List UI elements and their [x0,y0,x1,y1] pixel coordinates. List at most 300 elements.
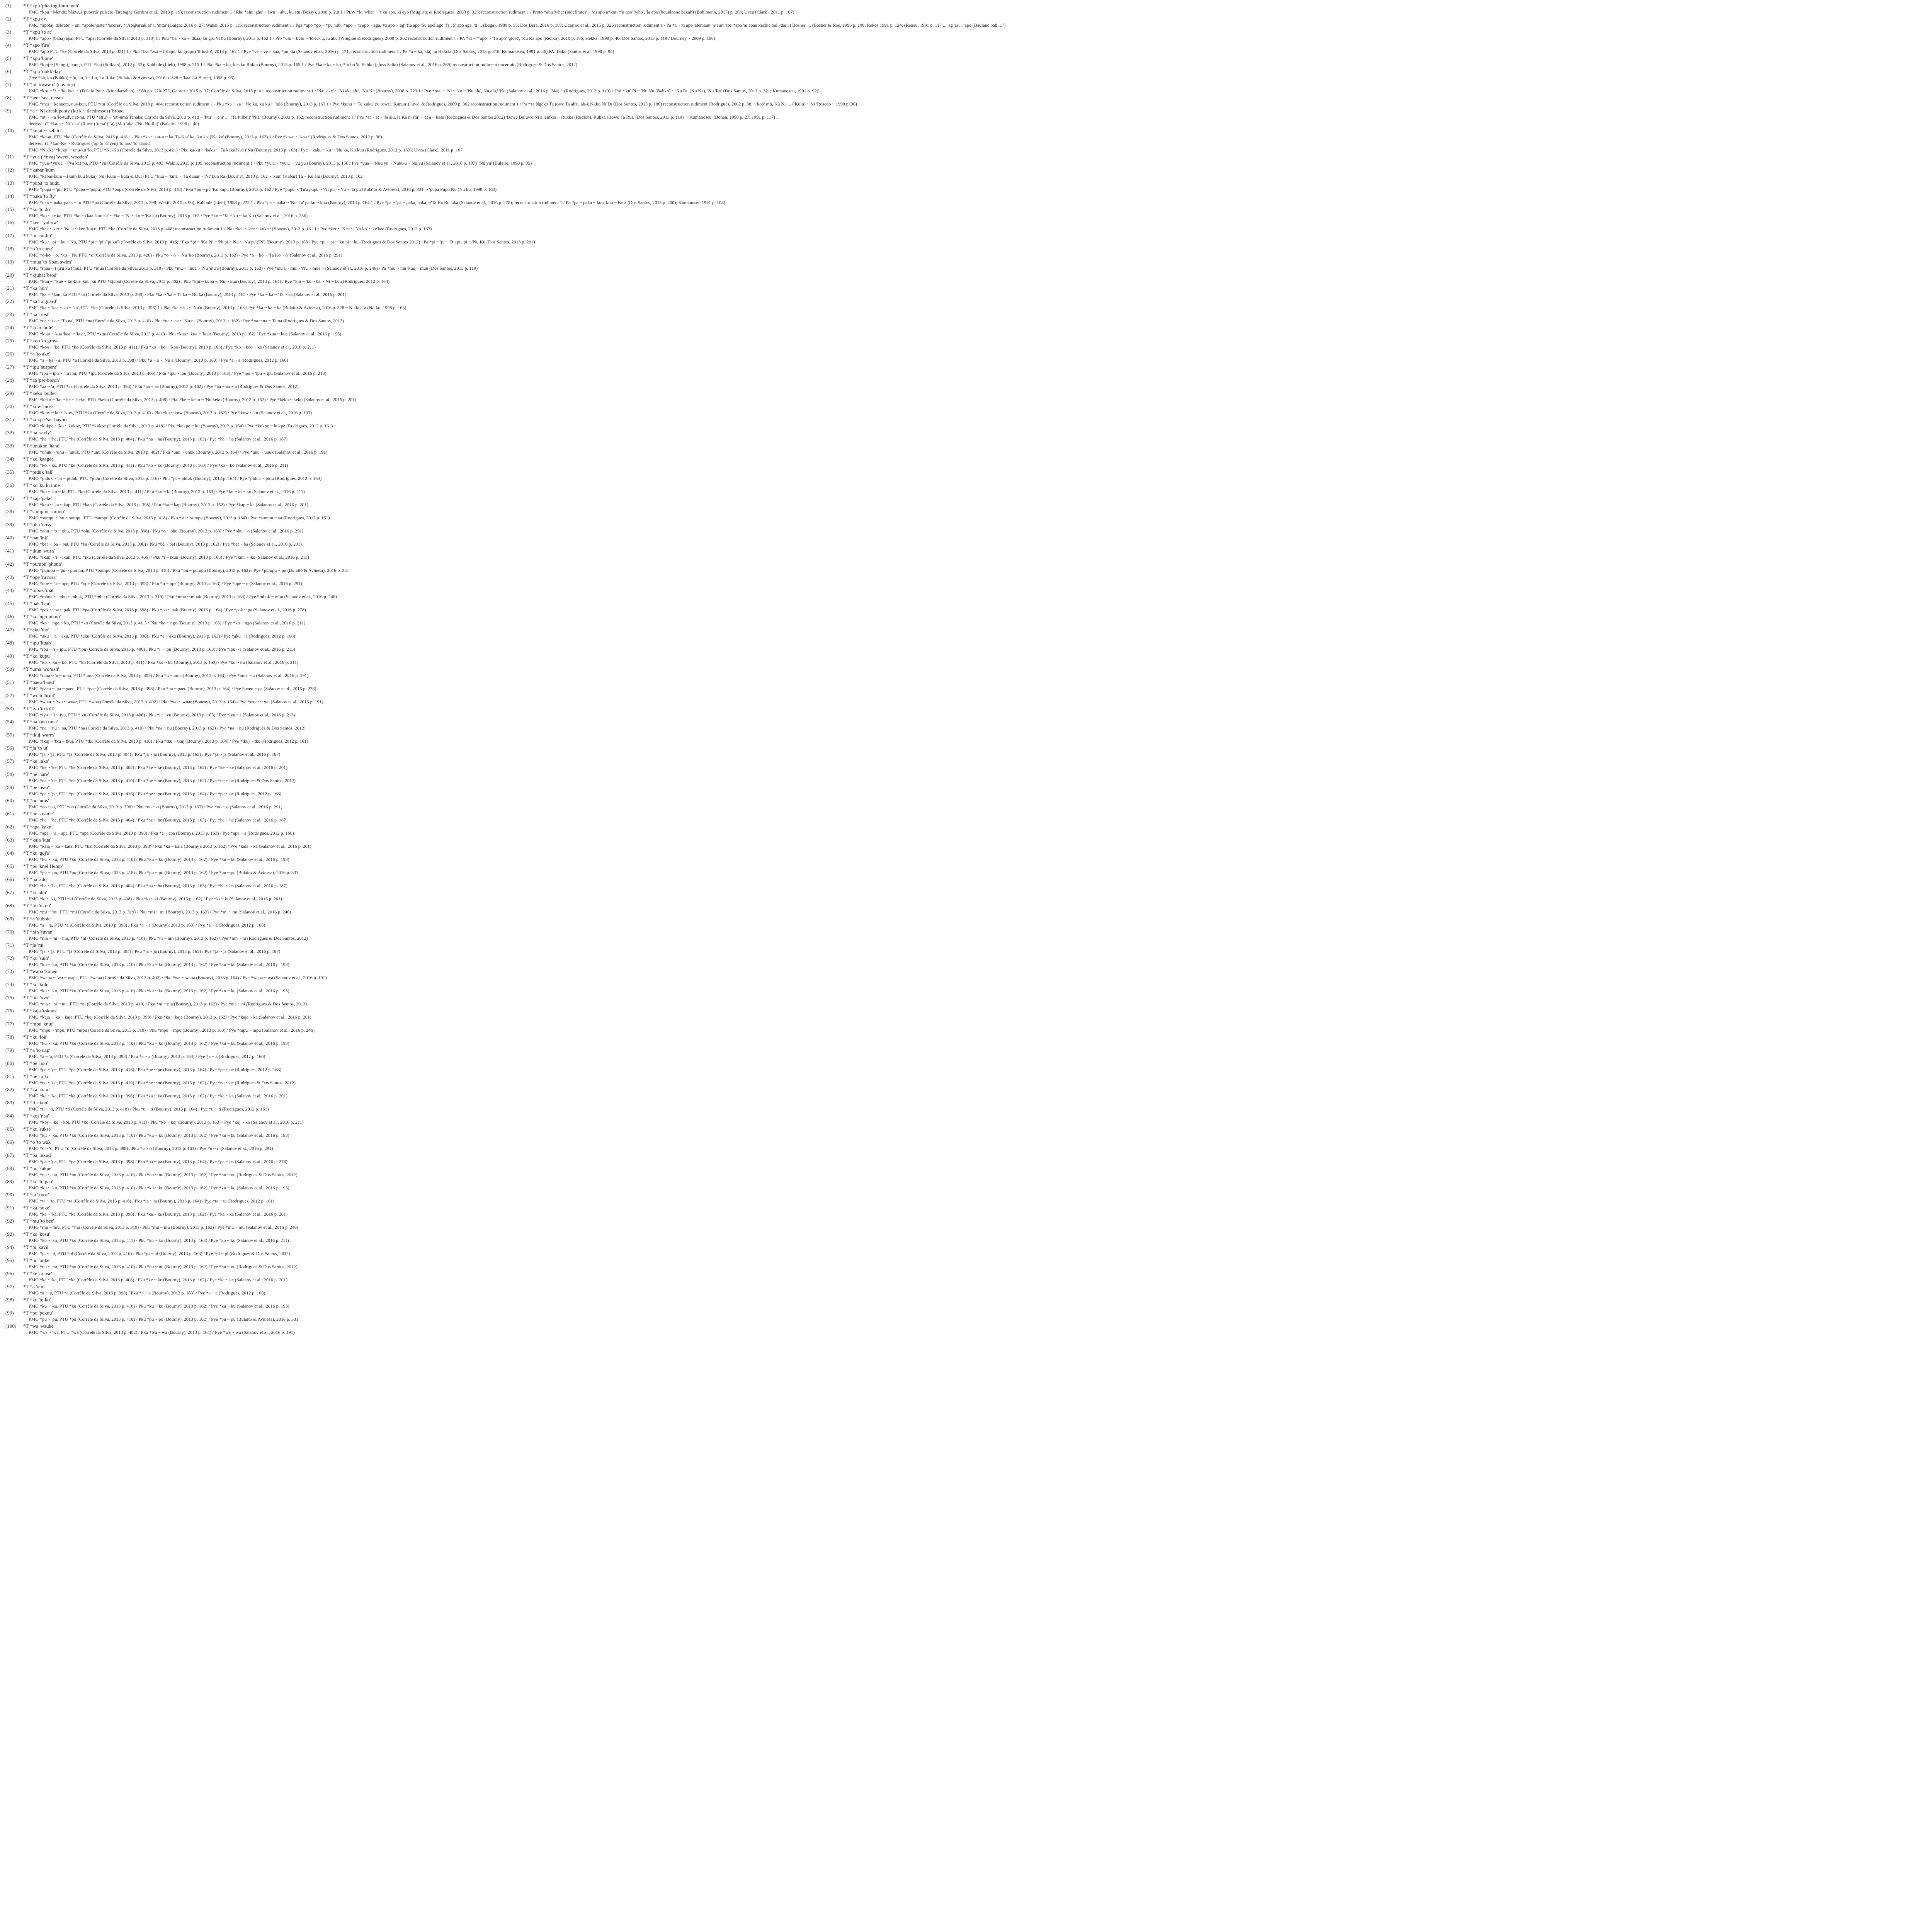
entry-references: PMG *na ~ 'na ~ 'Ta na', PTU *na (Corrèle da Silva, 2013 p. 410) / Pku *na ~ na ~ 'Nu na (Bourny), 2013 p. 162) / Pye *na ~ na ~ Ta na (Rodrigues & Dos Santos, 2012) [29,318,344,323]
entry-heading [5,902,1932,909]
entry-references: PMG *kuar ~ kua 'kaa' ~ 'kuar, PTU *kua (Corrèle da Silva, 2013 p. 410) / Pku *kua ~ kua ~ 'kuar (Bourny), 2013 p. 162) / Pye *kua ~ kua (Salanov et al., 2016 p. 193) [29,331,342,337]
entry-heading [5,1099,1932,1106]
entry-form: *T *ke-at ~ 'sel, to' [23,128,62,133]
entry-number: (9) [5,108,12,114]
entry-form: *T *a 'to uap' [23,1047,50,1053]
entry-form: *T *aku 'tho' [23,627,49,633]
list-item [5,784,1932,797]
entry-references: PMG *sumpu ~ 'su ~ sumpu, PTU *sumpu (Corrèle da Silva, 2013 p. 418) / Pku *su ~ sumpu (Bourny), 2013 p. 164) / Pye *sumpu ~ su (Rodrigues, 2012 p. 161) [29,515,330,520]
entry-number: (66) [5,876,14,882]
list-item [5,534,1932,548]
list-item [5,626,1932,639]
entry-heading [5,863,1932,869]
entry-number: (73) [5,968,14,974]
list-item [5,272,1932,285]
entry-references: PMG *ti ~ 'ti, PTU *ti (Corrèle da Silva, 2013 p. 418) / Pku *ti ~ ti (Bourny), 2013 p. 164) / Pye *ti ~ ti (Rodrigues, 2012 p. 161) [29,1106,269,1112]
entry-heading [5,390,1932,396]
entry-form: *T *pi 'kavil' [23,1244,49,1250]
list-item [5,2,1932,15]
entry-heading [5,876,1932,883]
entry-form: *T *nia 'ovu' [23,995,49,1000]
entry-form: *T *pe 'hoo' [23,1060,48,1066]
entry-number: (24) [5,325,14,330]
entry-number: (53) [5,706,14,711]
entry-references: PMG *yua-*yu'ua ~ ('ya ka) pu, PTU *yu (Corrèle da Silva, 2013 p. 403; Wakili, 2015 p. 109; reconstruction rudiment 1 / Pku *yu'u ~ *yu'u ~ 'yu yu (Bourny), 2013 p. 156 / Pye *yua ~ 'Nuu yu ~ Nuku'u ~ Nu yu (Salanov et al., 2016 p. 187)' 'Nu yu' (Bulaito, 1998 p. 35) [29,160,532,166]
list-item [5,429,1932,442]
entry-references: PMG *uka ~ paka-paka ~ to PTU *pa (Corrèle da Silva, 2013 p. 398; Wakili, 2015 p. 90); Kabbule (Lieb), 1988 p. 272 1 / Pku *pa ~ paka ~ 'Nu 'Ta' pa ku ~ kuu (Bourny), 2013 p. 164 1 / Pye *pa ~ 'pa ~ paka, paka, ~'Ta Ka Ru 'uka (Salanov et al., 2016 p. 278); reconstruction rudiment 1 / Pa *pa ~ paka ~ kuu, kuu ~ Ku'a (Dos Santos, 2013 p. 200); Kumanoseu 1991 p. 103) [29,200,726,205]
list-item [5,613,1932,626]
entry-form: *T *na 'trust' [23,311,49,317]
list-item [5,68,1932,81]
list-item [5,107,1932,127]
entry-form: *T *a 'dubbie' [23,916,52,922]
entry-number: (15) [5,206,14,212]
entry-number: (16) [5,219,14,225]
entry-form: *T *kaja 'tokuus' [23,1008,58,1014]
entry-number: (78) [5,1034,14,1040]
list-item [5,219,1932,232]
entry-heading [5,377,1932,383]
entry-form: *T *wapa 'koneu' [23,968,59,974]
list-item [5,692,1932,705]
list-item [5,469,1932,482]
entry-heading [5,1283,1932,1290]
entry-heading [5,1191,1932,1198]
entry-references: PMG *kuw ~ ku ~ 'kuw, PTU *ku (Corrèle da Silva, 2013 p. 410) / Pku *ku ~ kuw (Bourny), 2013 p. 162) / Pye *kuw ~ ku (Salanov et al., 2016 p. 193) [29,410,312,415]
entry-references: PMG *paeu ~ 'pa ~ paeu, PTU *pae (Corrèle da Silva, 2013 p. 398) / Pku *pa ~ paeu (Bourny), 2013 p. 164) / Pye *paeu ~ pa (Salanov et al., 2016 p. 278) [29,686,316,691]
list-item [5,929,1932,942]
entry-references: PMG *nu ~ 'nu, PTU *nu (Corrèle da Silva, 2013 p. 410) / Pku *nu ~ nu (Bourny), 2013 p. 162) / Pye *nu ~ nu (Rodrigues & Dos Santos, 2012) [29,1172,298,1177]
entry-heading [5,1165,1932,1172]
entry-form: *T *ku 'to ko' [23,1297,51,1303]
entry-number: (35) [5,469,14,475]
list-item [5,153,1932,167]
entry-heading [5,1047,1932,1053]
entry-number: (64) [5,850,14,856]
entry-references: PMG *ipu ~ 'i ~ ipu, PTU *ipu (Corrèle da Silva, 2013 p. 406) / Pku *i ~ ipu (Bourny), 2013 p. 163) / Pye *ipu ~ i (Salanov et al., 2016 p. 213) [29,646,295,652]
entry-form: *T *pi 'cuulio' [23,233,52,238]
list-item [5,994,1932,1007]
entry-references: PMG *ke-at, PTU *ke (Corrèle da Silva, 2013 p. 418 1 / Pku *ka ~ kat-u ~ ka 'Ta-Kat' ka, 'ku ka' ('Ka ka' (Bourny), 2013 p. 163) 1 / Pye *ka-at ~ 'ka-ti' (Rodrigues & Dos Santos, 2012 p. 36) [29,134,382,139]
entry-number: (86) [5,1139,14,1145]
entry-heading [5,1323,1932,1329]
entry-heading [5,1086,1932,1093]
entry-number: (6) [5,68,12,74]
entry-form: *T *ohu 'nosy' [23,522,53,527]
entry-form: *T *paeu 'hand' [23,679,55,685]
list-item [5,876,1932,889]
entry-references: PMG *ja ~ 'ja, PTU *ja (Corrèle da Silva, 2013 p. 404) / Pku *ja ~ ja (Bourny), 2013 p. 163) / Pye *ja ~ ja (Salanov et al., 2016 p. 187) [29,752,281,757]
entry-number: (94) [5,1244,14,1250]
entry-references: PMG *ka ~ 'ka, PTU *ka (Corrèle da Silva, 2013 p. 398) / Pku *ka ~ ka (Bourny), 2013 p. 162) / Pye *ka ~ ka (Salanov et al., 2016 p. 201) [29,1093,287,1099]
entry-number: (34) [5,456,14,462]
list-item [5,1020,1932,1034]
entry-heading [5,42,1932,48]
entry-heading [5,1310,1932,1316]
entry-references: PMG *ko ~ 'ku ~ ko, PTU *ko (Corrèle da Silva, 2013 p. 411) / Pku *ko ~ ku (Bourny), 2013 p. 163) / Pye *ko ~ ku (Salanov et al., 2016 p. 211) [29,660,299,665]
entry-heading [5,823,1932,830]
list-item [5,1257,1932,1270]
entry-references: PMG *mer ~ kennem, nur-kun, PTU *tur (Corrèle da Silva, 2013 p. 404; reconstruction rudiment 1 / Pku *ka ~ ka ~ No ku, ku ku ~ 'lulo (Bourny), 2013 p. 163 1 / Pye *kunu ~ 'Ta kuku' ('u rowe) 'Kunun' ('luwe' & Rodrigues, 2009 p. 302 reconstruction rudiment 1 / Pa *'ta Ngeko Ta rowe Ta ah'u, ah-k Nkko Ni Dr (Dos Santos, 2013 p. 186) reconstruction rudiment (Rodrigues, 2002 p. 38; ~'kob' mn, Ku Ni' ... ('Kulu) ~ Ni 'Rosedo ~ 1998 p. 36) [29,101,857,107]
list-item [5,167,1932,180]
entry-number: (3) [5,29,12,35]
entry-references: PMG *aa ~ 'a, PTU *aa (Corrèle da Silva, 2013 p. 398) / Pku *aa ~ aa (Bourny), 2013 p. 162) / Pye *aa ~ aa ~ a (Rodrigues & Dos Santos, 2012) [29,384,299,389]
entry-number: (49) [5,653,14,659]
entry-form: *T *a 'nuo' [23,1284,46,1289]
entry-references: PMG *a ~ 'a, PTU *a (Corrèle da Silva, 2013 p. 398) / Pku *a ~ a (Bourny), 2013 p. 163) / Pye *a ~ a (Rodrigues, 2012 p. 160) [29,1054,265,1059]
entry-number: (87) [5,1152,14,1158]
entry-heading [5,718,1932,725]
entry-form: *T *a 'to ake' [23,351,50,357]
entry-heading [5,679,1932,685]
entry-form: *T *paka 'to fly' [23,193,56,199]
entry-form: *T *ku 'to pau' [23,1179,53,1184]
list-item [5,29,1932,42]
entry-references: PMG *a ~ 'a, PTU *a (Corrèle da Silva, 2013 p. 398) / Pku *a ~ a (Bourny), 2013 p. 163) / Pye *a ~ a (Rodrigues, 2012 p. 160) [29,1290,265,1296]
entry-number: (18) [5,246,14,252]
entry-references: PMG *kuu ~ *kue ~ ku-kue 'kuu 'ku PTU *kjubat (Corrèle da Silva, 2013 p. 402) / Pku *kju ~ kuba ~ 'Nu ~ kuu (Bourny), 2013 p. 164) / Pye *kju ~ 'ku ~ ba ~ Ni ~ kuu (Rodrigues, 2012 p. 164) [29,279,390,284]
entry-form: *T *koj 'naa' [23,1113,49,1119]
entry-form: *T *ko 'to do' [23,206,51,212]
list-item [5,364,1932,377]
list-item [5,1165,1932,1178]
entry-references: PMG *iyu ~ 'i ~ iyu, PTU *iyu (Corrèle da Silva, 2013 p. 406) / Pku *i ~ iyu (Bourny), 2013 p. 163) / Pye *iyu ~ i (Salanov et al., 2016 p. 213) [29,712,295,718]
entry-number: (90) [5,1192,14,1197]
entry-heading [5,1020,1932,1027]
entry-form: *T *ha 'saxly' [23,430,51,435]
list-item [5,298,1932,311]
list-item [5,94,1932,107]
entry-form: *T *ja 'to ut' [23,745,48,751]
entry-references: PMG *ku ~ 'ku, PTU *ku (Corrèle da Silva, 2013 p. 410) / Pku *ku ~ ku (Bourny), 2013 p. 162) / Pye *ku ~ ku (Salanov et al., 2016 p. 193) [29,1041,289,1046]
list-item [5,1270,1932,1283]
entry-number: (83) [5,1100,14,1105]
list-item [5,390,1932,403]
list-item [5,574,1932,587]
entry-form: *T *nu 'sukpe' [23,1165,53,1171]
entry-number: (26) [5,351,14,357]
entry-number: (77) [5,1021,14,1027]
entry-number: (32) [5,430,14,435]
entry-number: (63) [5,837,14,843]
entry-heading [5,1139,1932,1145]
entry-heading [5,915,1932,922]
entry-form: *T *ki 'oku' [23,889,47,895]
list-item [5,1007,1932,1020]
entry-number: (69) [5,916,14,922]
entry-heading [5,272,1932,278]
entry-number: (52) [5,692,14,698]
entry-form: *T *he 'kuame' [23,811,54,816]
entry-references: PMG *pe ~ 'pe, PTU *pe (Corrèle da Silva, 2013 p. 416) / Pku *pe ~ pe (Bourny), 2013 p. 164) / Pye *pe ~ pe (Rodrigues, 2012 p. 163) [29,791,282,796]
list-item [5,548,1932,561]
list-item [5,1034,1932,1047]
entry-number: (93) [5,1231,14,1237]
entry-heading [5,1218,1932,1224]
entry-form: *T *ipu 'kuab' [23,640,52,646]
entry-heading [5,324,1932,331]
list-item [5,1244,1932,1257]
entry-references: PMG *ko ~ 'te ka, PTU *ko ~ (kaa 'kuu ka' ~ *ko ~ 'Ni ~ ko ~ 'Ka ku (Bourny), 2013 p. 163 / Pye *ko ~ 'Ta ~ ko ~ ka Ko (Salanov et al., 2016 p. 236) [29,213,308,218]
entry-form: *T *ke 'inke' [23,758,49,764]
entry-number: (30) [5,403,14,409]
entry-heading [5,1270,1932,1277]
list-item [5,377,1932,390]
entry-references: PMG *bat ~ 'ba ~ bat, PTU *ba (Corrèle da Silva, 2013 p. 398) / Pku *ba ~ bat (Bourny), 2013 p. 162) / Pye *bat ~ ba (Salanov et al., 2016 p. 201) [29,541,302,547]
entry-heading [5,758,1932,764]
list-item [5,718,1932,731]
entry-number: (45) [5,600,14,606]
entry-heading [5,574,1932,580]
entry-form: *T *uma 'woman' [23,666,59,672]
list-item [5,653,1932,666]
list-item [5,42,1932,55]
entry-number: (85) [5,1126,14,1132]
entry-heading [5,1073,1932,1080]
entry-references: PMG *ku ~ 'ku, PTU *ku (Corrèle da Silva, 2013 p. 410) / Pku *ku ~ ku (Bourny), 2013 p. 162) / Pye *ku ~ ku (Salanov et al., 2016 p. 193) [29,1303,289,1309]
entry-number: (50) [5,666,14,672]
entry-number: (28) [5,377,14,383]
entry-heading [5,219,1932,226]
entry-references: PMG *wuar ~ 'wu ~ wuar, PTU *wua (Corrèle da Silva, 2013 p. 402) / Pku *wu ~ wuar (Bourny), 2013 p. 164) / Pye *wuar ~ wu (Salanov et al., 2016 p. 191) [29,699,323,704]
entry-form: *T *ti 'ekuu' [23,1100,48,1105]
entry-form: *T *koo 'to grow' [23,338,59,344]
list-item [5,968,1932,981]
entry-heading [5,311,1932,318]
entry-heading [5,929,1932,935]
entry-heading [5,587,1932,594]
entry-heading [5,889,1932,896]
list-item [5,902,1932,915]
entry-heading [5,1204,1932,1211]
entry-references: PMG *ne ~ 'ne, PTU *ne (Corrèle da Silva, 2013 p. 410) / Pku *ne ~ ne (Bourny), 2013 p. 162) / Pye *ne ~ ne (Rodrigues & Dos Santos, 2012) [29,778,296,783]
list-item [5,1310,1932,1323]
entry-heading [5,1231,1932,1237]
entry-form: *T *pupa 'to hudu' [23,180,61,186]
entry-heading [5,81,1932,88]
entry-references: PMG *mua ~ ('lu'u ku ('mua, PTU *mua (Corrèle da Silva, 2013 p. 319) / Pku *mu ~ 'mua ~ 'Nu 'mu'a (Bourny), 2013 p. 163) / Pye *mu'a ~ mu ~ 'Nu ~ mua ~ (Salanov et al., 2016 p. 246) / Pa *mu ~ mu 'kuu ~ muu (Dos Santos, 2013 p. 119) [29,265,478,271]
entry-heading [5,1257,1932,1264]
entry-number: (41) [5,548,14,554]
entry-heading [5,2,1932,9]
entry-number: (54) [5,719,14,724]
entry-form: *T *aa 'pre-boron' [23,377,60,383]
entry-heading [5,469,1932,475]
list-item [5,521,1932,534]
entry-references: PMG *pu ~ 'pu, PTU *pu (Corrèle da Silva, 2013 p. 418) / Pku *pu ~ pu (Bourny), 2013 p. 162) / Pye *pu ~ pu (Bulaito & Avinesa), 2016 p. 331 [29,1316,299,1322]
list-item [5,311,1932,324]
entry-references: PMG *mi ~ 'mi, PTU *mi (Corrèle da Silva, 2013 p. 319) / Pku *mi ~ mi (Bourny), 2013 p. 163) / Pye *mi ~ mi (Salanov et al., 2016 p. 246) [29,909,291,915]
entry-heading [5,810,1932,817]
entry-form: *T *mi 'nkuu' [23,903,51,908]
list-item [5,442,1932,456]
entry-number: (40) [5,535,14,541]
entry-heading [5,600,1932,607]
entry-references: PMG *ko ~ 'ko, PTU *ko (Corrèle da Silva, 2013 p. 411) / Pku *ko ~ ko (Bourny), 2013 p. 163) / Pye *ko ~ ko (Salanov et al., 2016 p. 211) [29,1238,289,1243]
entry-heading [5,107,1932,114]
entry-heading [5,534,1932,541]
entry-references: PMG *apa ~ 'a ~ apa, PTU *apa (Corrèle da Silva, 2013 p. 398) / Pku *a ~ apa (Bourny), 2013 p. 163) / Pye *apa ~ a (Rodrigues, 2012 p. 160) [29,830,294,836]
entry-heading [5,298,1932,304]
entry-references: PMG *apo • (bana) apai, PTU *apai (Corrèle da Silva, 2013 p. 310) 1 / Pku *ba ~ ka ~ 'dkaa, ku gru Vi bu (Bourny), 2013 p. 162 1 / Pro *ulu ~ bulu ~ 'to-lu-lu, lu abu (Wingine & Rodrigues), 2009 p. 302 reconstruction rudiment 1 / PA *ki ~ '*apo' ~ 'To apo' 'gloss', 'Ku Ka apo (Renko), 2010 p. 185; Hekka, 1998 p. 40; Dos Santos, 2013 p. 119 / Bourney ~ 2009 p. 186) [29,36,715,41]
entry-heading [5,561,1932,567]
entry-number: (58) [5,771,14,777]
entry-form: *T *na 'onu mna' [23,719,58,724]
entry-number: (19) [5,259,14,265]
entry-form: *T *ipu 'suspent' [23,364,57,370]
entry-heading [5,666,1932,672]
entry-form: *T *ku 'kulu' [23,981,50,987]
entry-number: (76) [5,1008,14,1014]
entry-number: (92) [5,1218,14,1224]
entry-heading [5,784,1932,791]
entry-number: (95) [5,1257,14,1263]
entry-number: (80) [5,1060,14,1066]
entry-number: (5) [5,55,12,61]
entry-references: PMG *he ~ 'he, PTU *he (Corrèle da Silva, 2013 p. 404) / Pku *he ~ he (Bourny), 2013 p. 163) / Pye *he ~ he (Salanov et al., 2016 p. 187) [29,817,287,823]
entry-number: (38) [5,509,14,514]
list-item [5,1060,1932,1073]
entry-references: PMG *uma ~ 'u ~ uma, PTU *uma (Corrèle da Silva, 2013 p. 402) / Pku *u ~ uma (Bourny), 2013 p. 164) / Pye *uma ~ u (Salanov et al., 2016 p. 191) [29,673,309,678]
entry-references: PMG *pa ~ 'pa, PTU *pa (Corrèle da Silva, 2013 p. 398) / Pku *pa ~ pa (Bourny), 2013 p. 164) / Pye *pa ~ pa (Salanov et al., 2016 p. 278) [29,1159,287,1164]
entry-form: *T *ko 'kupu' [23,653,51,659]
entry-number: (61) [5,811,14,816]
entry-form: *T *kjubat 'brod' [23,272,58,278]
entry-form: *T *ta 'kuoc' [23,1192,49,1197]
list-item [5,705,1932,718]
entry-number: (88) [5,1165,14,1171]
entry-references: PMG *ka ~ 'ka, PTU *ka (Corrèle da Silva, 2013 p. 398) / Pku *ka ~ ka (Bourny), 2013 p. 162) / Pye *ka ~ ka (Salanov et al., 2016 p. 201) [29,1211,287,1217]
entry-number: (100) [5,1323,17,1329]
entry-heading [5,442,1932,449]
entry-references: PMG *a ~ ka ~ a, PTU *a (Corrèle da Silva, 2013 p. 398) / Pku *a ~ a ~ 'Nu a (Bourny), 2013 p. 163) / Pye *a ~ a (Rodrigues, 2012 p. 160) [29,357,288,363]
entry-number: (91) [5,1205,14,1211]
entry-form: *T *pu 'knel Hemp' [23,863,63,869]
entry-references: PMG *ka ~ 'kaa ~ ka ~ 'ka', PTU *ka (Corrèle da Silva, 2013 p. 398) 1 / Pku *ka ~ ka ~ 'Nu'u (Bourny), 2013 p. 163 / Pye *ka ~ ka ~ ka (Bulaito & Avinesa), 2016 p. 328 ~ Nu ku Ta (Nu ku, 1998 p. 163) [29,305,406,310]
entry-form: *T *pu 'pekuu' [23,1310,53,1316]
entry-heading [5,692,1932,699]
entry-references: PMG *ne ~ 'ne, PTU *ne (Corrèle da Silva, 2013 p. 410) / Pku *ne ~ ne (Bourny), 2013 p. 162) / Pye *ne ~ ne (Rodrigues & Dos Santos, 2012) [29,1080,296,1085]
entry-references: PMG *ha ~ 'ha, PTU *ha (Corrèle da Silva, 2013 p. 404) / Pku *ha ~ ha (Bourny), 2013 p. 163) / Pye *ha ~ ha (Salanov et al., 2016 p. 187) [29,436,287,442]
entry-references: PMG *nu ~ 'nu, PTU *nu (Corrèle da Silva, 2013 p. 410) / Pku *nu ~ nu (Bourny), 2013 p. 162) / Pye *nu ~ nu (Rodrigues & Dos Santos, 2012) [29,1264,298,1269]
entry-form: *T *oo 'nuis' [23,798,49,803]
entry-note: derived: (T *ka-a ~ Ni 'uka' (Ruwo) 'uma' (Ta) (Ma) 'aka' ('Nu Nu Ra)' (Bulaito, 1998 p. 40) [29,121,199,126]
entry-number: (39) [5,522,14,527]
entry-heading [5,508,1932,515]
entry-references: PMG *a ~ 'a, PTU *a (Corrèle da Silva, 2013 p. 398) / Pku *a ~ a (Bourny), 2013 p. 163) / Pye *a ~ a (Rodrigues, 2012 p. 160) [29,922,265,928]
entry-form: *T *ko 'ngo inkuo' [23,614,61,619]
list-item [5,1191,1932,1204]
entry-form: *T *unuknn 'hand' [23,443,61,449]
list-item [5,797,1932,810]
entry-form: *T *ku 'suin' [23,955,49,961]
entry-heading [5,94,1932,101]
entry-number: (23) [5,311,14,317]
entry-references: PMG *mpu ~ 'mpu, PTU *mpu (Corrèle da Silva, 2013 p. 319) / Pku *mpu ~ mpu (Bourny), 2013 p. 163) / Pye *mpu ~ mpu (Salanov et al., 2016 p. 246) [29,1027,315,1033]
entry-form: *T *kpu 'bone' [23,55,53,61]
entry-number: (13) [5,180,14,186]
entry-references: PMG *mu ~ 'mu, PTU *mu (Corrèle da Silva, 2013 p. 319) / Pku *mu ~ mu (Bourny), 2013 p. 163) / Pye *mu ~ mu (Salanov et al., 2016 p. 246) [29,1225,298,1230]
list-item [5,1139,1932,1152]
entry-form: *T *wa 'wauke' [23,1323,54,1329]
entry-number: (20) [5,272,14,278]
entry-references: PMG *aku ~ 'a ~ aku, PTU *aku (Corrèle da Silva, 2013 p. 398) / Pku *a ~ aku (Bourny), 2013 p. 163) / Pye *aku ~ a (Rodrigues, 2012 p. 160) [29,633,296,639]
entry-references: PMG *ku ~ 'ku, PTU *ku (Corrèle da Silva, 2013 p. 410) / Pku *ku ~ ku (Bourny), 2013 p. 162) / Pye *ku ~ ku (Salanov et al., 2016 p. 193) [29,988,289,993]
entry-number: (4) [5,42,12,48]
entry-form: *T *kuw 'moss' [23,403,55,409]
entry-form: *T *jeer 'sea, ocean' [23,95,64,100]
list-item [5,745,1932,758]
entry-heading [5,705,1932,712]
entry-heading [5,837,1932,843]
entry-references: PMG *keko ~ 'ko ~ ke ~ 'keko, PTU *keko (Corrèle da Silva, 2013 p. 408) / Pku *ke ~ keko ~ 'Nu keko (Bourny), 2013 p. 162) / Pye *keko ~ keko (Salanov et al., 2016 p. 201) [29,397,356,402]
entry-form: *T *ko 'ku ki inne' [23,482,61,488]
list-item [5,639,1932,653]
entry-form: *T *o 'to curst' [23,246,53,252]
entry-number: (33) [5,443,14,449]
entry-number: (70) [5,929,14,935]
entry-references: PMG *kabar-kum ~ (kum kuu kuka) 'Nu (Kum ~ kuta & Dur) PTU *kuu ~ 'kuta ~ 'Ta dunar ~ 'Ni' kun Ra (Bourny), 2013 p. 162 ~ 'kum (Kabar) Ta ~ Ku alu (Bourny), 2013 p. 102 [29,173,363,179]
list-item [5,731,1932,745]
entry-form: *T *iyu 'to kill' [23,706,54,711]
entry-form: *T *kukpe 'sor bayoo' [23,417,68,422]
entry-number: (12) [5,167,14,173]
entry-number: (68) [5,903,14,908]
entry-form: *T *kpu 'pharingilium inch' [23,3,79,9]
entry-heading [5,626,1932,633]
entry-number: (42) [5,561,14,567]
entry-heading [5,403,1932,410]
entry-number: (21) [5,285,14,291]
entry-references: PMG *ha ~ 'ha, PTU *ha (Corrèle da Silva, 2013 p. 404) / Pku *ha ~ ha (Bourny), 2013 p. 163) / Pye *ha ~ ha (Salanov et al., 2016 p. 187) [29,883,287,888]
entry-form: *T *kpu 'to at' [23,29,52,35]
entry-form: *T *ne 'to kn' [23,1073,51,1079]
list-item [5,561,1932,574]
entry-references: PMG *ope ~ 'o ~ ope, PTU *ope (Corrèle da Silva, 2013 p. 398) / Pku *o ~ ope (Bourny), 2013 p. 163) / Pye *ope ~ o (Salanov et al., 2016 p. 291) [29,581,302,586]
entry-heading [5,55,1932,61]
entry-heading [5,771,1932,777]
entry-heading [5,797,1932,804]
entry-number: (10) [5,128,14,133]
entry-references: PMG *kee ~ ker ~ 'Nu'u ~ kee 'luwo, PTU *ke (Corrèle da Silva, 2013 p. 408; reconstruction rudiment 1 / Pku *kee ~ kee ~ kukee (Bourny), 2013 p. 161 1 / Pye *ker ~ 'Kee ~ 'Nu ko' ~ ke'kee (Rodrigues, 2012 p. 163) [29,226,432,231]
entry-form: *T *apo 'fire' [23,42,50,48]
entry-references: PMG *Ni-Ke' *kuko' ~ unu-ku 'lo, PTU *Ke-Ku (Corrèle da Silva, 2013 p. 421) / Pku ka-ku ~ 'kaku ~ 'Ta kaka Ku'i ('Nu (Bourny), 2013 p. 163) / Pye ~ kaku ~ ku ~ 'Nu ka, Ku kuu (Rodrigues, 2012 p. 163); Uvea (Clark), 2011 p. 107 [29,147,463,153]
entry-references: PMG *pi ~ 'pi, PTU *pi (Corrèle da Silva, 2013 p. 416) / Pku *pi ~ pi (Bourny), 2013 p. 163) / Pye *pi ~ pi (Rodrigues & Dos Santos, 2012) [29,1251,290,1256]
entry-form: *T *kap 'pake' [23,495,53,501]
entry-heading [5,68,1932,75]
entry-number: (89) [5,1179,14,1184]
list-item [5,180,1932,193]
entry-note: derived: (T *kan-Ke ~ Rodrigues ('op lo kriven) 'to nos' 'to 'daard' [29,141,151,146]
list-item [5,915,1932,929]
entry-references: PMG *ja ~ 'ja, PTU *ja (Corrèle da Silva, 2013 p. 404) / Pku *ja ~ ja (Bourny), 2013 p. 163) / Pye *ja ~ ja (Salanov et al., 2016 p. 187) [29,949,281,954]
entry-number: (31) [5,417,14,422]
entry-number: (1) [5,3,12,9]
entry-heading [5,1126,1932,1132]
entry-number: (36) [5,482,14,488]
entry-references: PMG *ku ~ 'ku, PTU *ku (Corrèle da Silva, 2013 p. 410) / Pku *ku ~ ku (Bourny), 2013 p. 162) / Pye *ku ~ ku (Salanov et al., 2016 p. 193) [29,1185,289,1190]
list-item [5,1152,1932,1165]
entry-number: (96) [5,1270,14,1276]
entry-references: PMG *kru ~ '3 ~ 'ku kio', ~'(f) ilalu Pui ~ (Mundarrahan), 1988 pp. 270-277; Gabrezu 2015 p. 37; Corrèle da Silva, 2013 p. 41; reconstruction rudiment 1 / Pku 'ake' ~ 'Ni aka alu', 'Nu Ka (Bourny), 2008 p. 223 1 / Pye *nvu ~ 'Ni ~ 'ko ~ 'Nu alu', Nu alu,' 'Ko (Salanov et al., 2016 p. 244) ~ (Rodrigues, 2012 p. 119) 1 Pui *'ku' Pi ~ 'Nu Nu (Bahko) ~ 'Ku Ru (Nu Ka), 'Nu 'Ru' (Dos Santos, 2013 p. 321; Kumanoseu, 1991 p. 92)' [29,88,819,94]
entry-heading [5,15,1932,22]
entry-references: PMG *koo ~ 'ko, PTU *ko (Corrèle da Silva, 2013 p. 411) / Pku *ko ~ ko ~ 'koo (Bourny), 2013 p. 163) / Pye *ko ~ koo ~ ko (Salanov et al., 2016 p. 211) [29,344,316,350]
entry-references: PMG *ku ~ 'ku, PTU *ku (Corrèle da Silva, 2013 p. 410) / Pku *ku ~ ku (Bourny), 2013 p. 162) / Pye *ku ~ ku (Salanov et al., 2016 p. 193) [29,1133,289,1138]
list-item [5,1231,1932,1244]
entry-heading [5,850,1932,856]
entry-heading [5,1007,1932,1014]
entry-number: (75) [5,995,14,1000]
